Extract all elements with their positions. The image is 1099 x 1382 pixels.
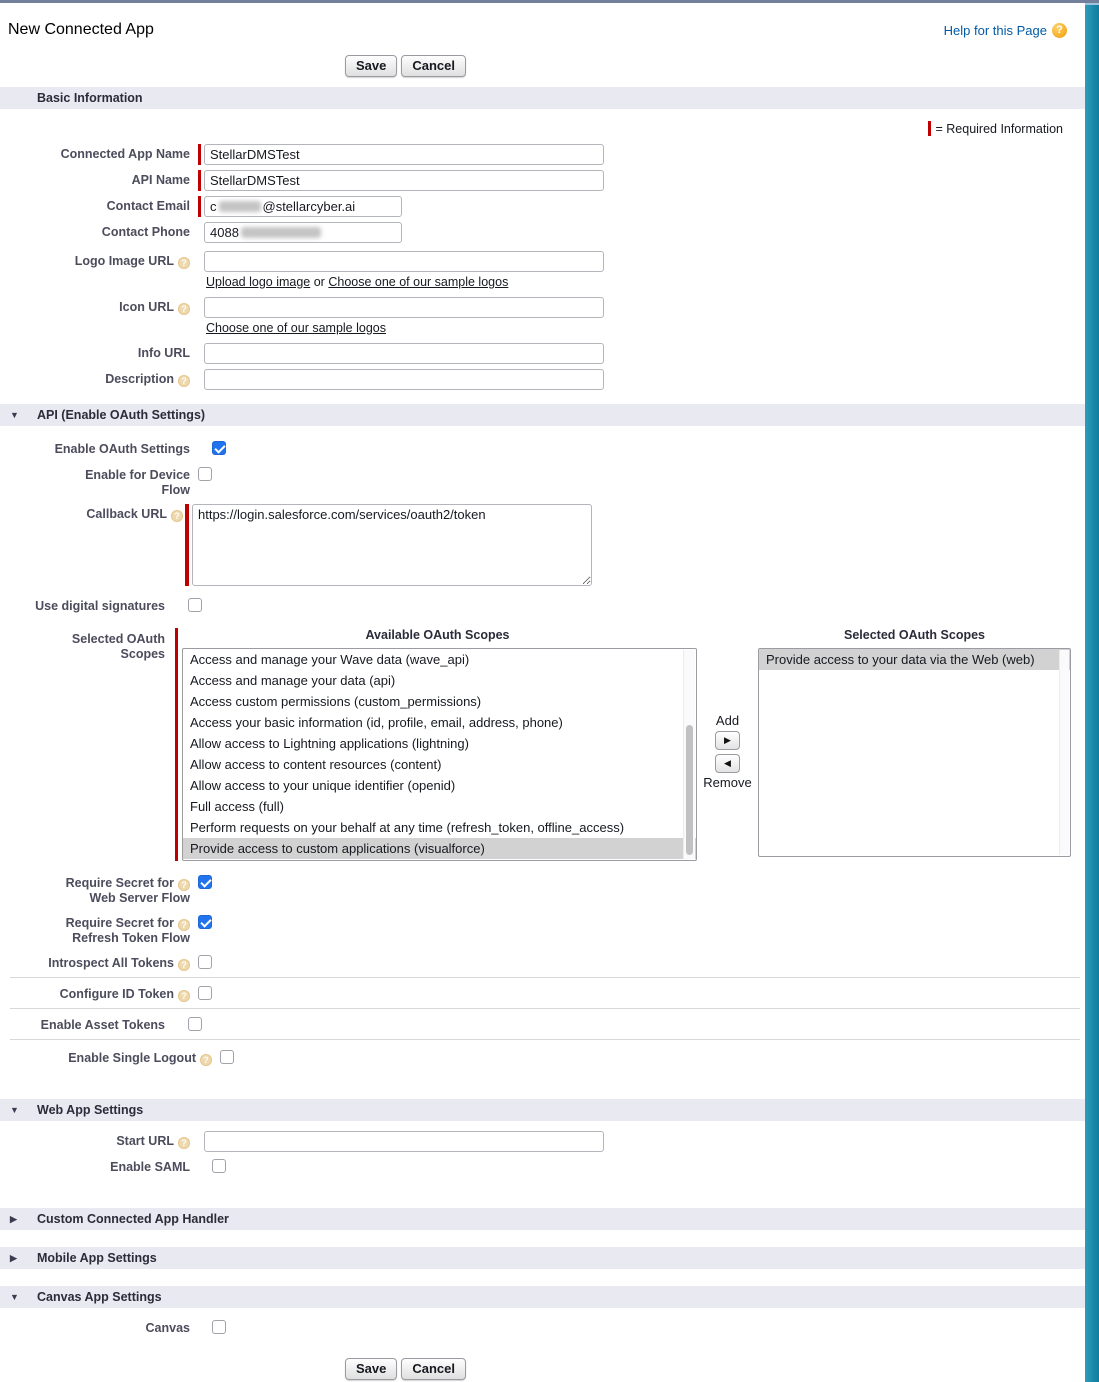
oauth-scope-option[interactable]: Full access (full) <box>190 799 284 814</box>
start-url-row <box>0 1131 1085 1152</box>
help-icon[interactable]: ? <box>178 303 190 315</box>
connected-app-name-row <box>0 144 1085 165</box>
asset-tokens-row <box>0 1015 1085 1033</box>
digital-signatures-label: Use digital signatures <box>35 599 165 613</box>
scrollbar[interactable] <box>1059 650 1069 855</box>
contact-phone-row <box>0 222 1085 243</box>
help-icon[interactable]: ? <box>178 257 190 269</box>
help-icon[interactable]: ? <box>178 1137 190 1149</box>
section-header-basic-information: Basic Information <box>0 87 1085 109</box>
section-header-api-oauth: ▼ API (Enable OAuth Settings) <box>0 404 1085 426</box>
contact-email-input[interactable]: c @stellarcyber.ai <box>204 196 402 217</box>
available-scopes-listbox[interactable] <box>182 648 697 861</box>
logo-links: Upload logo image or Choose one of our sample logos <box>206 275 509 289</box>
help-icon[interactable]: ? <box>200 1054 212 1066</box>
description-input[interactable] <box>204 369 604 390</box>
logo-image-url-row <box>0 251 1085 292</box>
required-bar <box>198 170 201 191</box>
configure-id-token-row <box>0 984 1085 1002</box>
add-label: Add <box>715 713 740 728</box>
choose-sample-logos-link[interactable]: Choose one of our sample logos <box>206 321 386 335</box>
collapse-arrow-icon[interactable]: ▼ <box>10 1292 19 1302</box>
collapse-arrow-icon[interactable]: ▼ <box>10 410 19 420</box>
single-logout-checkbox[interactable] <box>220 1050 234 1064</box>
divider <box>10 1008 1080 1009</box>
remove-label: Remove <box>703 775 752 790</box>
expand-arrow-icon[interactable]: ▶ <box>10 1252 17 1263</box>
callback-url-row <box>0 504 1085 586</box>
oauth-scope-option[interactable]: Allow access to Lightning applications (lightning) <box>190 736 469 751</box>
scrollbar-thumb[interactable] <box>686 725 693 855</box>
choose-sample-logos-link[interactable]: Choose one of our sample logos <box>328 275 509 289</box>
require-secret-refresh-label: Require Secret for ? Refresh Token Flow <box>65 916 190 945</box>
top-button-row <box>345 55 1085 77</box>
top-border-line <box>0 0 1099 3</box>
page-header <box>0 3 1085 39</box>
oauth-scope-option[interactable]: Provide access to custom applications (visualforce) <box>183 838 696 859</box>
section-header-custom-handler: ▶ Custom Connected App Handler <box>0 1208 1085 1230</box>
device-flow-checkbox[interactable] <box>198 467 212 481</box>
required-bar <box>185 504 189 586</box>
contact-phone-input[interactable]: 4088 <box>204 222 402 243</box>
section-header-web-app: ▼ Web App Settings <box>0 1099 1085 1121</box>
icon-url-row <box>0 297 1085 338</box>
start-url-label: Start URL ? <box>0 1131 190 1152</box>
save-button[interactable]: Save <box>345 1358 397 1380</box>
right-arrow-icon: ▶ <box>724 735 731 745</box>
divider <box>10 977 1080 978</box>
required-bar <box>198 144 201 165</box>
add-remove-column <box>697 628 758 861</box>
page-title: New Connected App <box>8 21 154 38</box>
introspect-tokens-checkbox[interactable] <box>198 955 212 969</box>
redacted-email-text <box>219 201 261 212</box>
enable-oauth-checkbox[interactable] <box>212 441 226 455</box>
help-icon[interactable]: ? <box>178 879 190 891</box>
add-scope-button[interactable] <box>715 731 740 750</box>
help-icon[interactable]: ? <box>178 919 190 931</box>
help-for-this-page-link[interactable] <box>944 23 1067 38</box>
configure-id-token-label: Configure ID Token ? <box>0 984 190 1002</box>
cancel-button[interactable]: Cancel <box>401 1358 466 1380</box>
oauth-scope-option[interactable]: Allow access to content resources (content) <box>190 757 442 772</box>
icon-links <box>206 321 604 335</box>
device-flow-row <box>0 465 1085 498</box>
asset-tokens-checkbox[interactable] <box>188 1017 202 1031</box>
save-button[interactable]: Save <box>345 55 397 77</box>
asset-tokens-label: Enable Asset Tokens <box>40 1018 165 1032</box>
help-icon[interactable]: ? <box>178 375 190 387</box>
single-logout-label: Enable Single Logout ? <box>0 1048 212 1066</box>
callback-url-textarea[interactable] <box>192 504 592 586</box>
require-secret-web-label: Require Secret for ? Web Server Flow <box>65 876 190 905</box>
info-url-input[interactable] <box>204 343 604 364</box>
description-label: Description ? <box>0 369 190 390</box>
enable-saml-label: Enable SAML <box>110 1160 190 1174</box>
contact-email-row <box>0 196 1085 217</box>
collapse-arrow-icon[interactable]: ▼ <box>10 1105 19 1115</box>
bottom-button-row <box>345 1358 1085 1380</box>
logo-image-url-input[interactable] <box>204 251 604 272</box>
section-header-canvas-app: ▼ Canvas App Settings <box>0 1286 1085 1308</box>
selected-scopes-header: Selected OAuth Scopes <box>843 628 985 642</box>
configure-id-token-checkbox[interactable] <box>198 986 212 1000</box>
help-link-label: Help for this Page <box>943 22 1047 38</box>
selected-scopes-column <box>758 628 1071 861</box>
required-info-legend: = Required Information <box>0 121 1063 136</box>
remove-scope-button[interactable] <box>715 754 740 773</box>
enable-saml-checkbox[interactable] <box>212 1159 226 1173</box>
icon-url-input[interactable] <box>204 297 604 318</box>
api-name-label: API Name <box>131 173 190 187</box>
require-secret-refresh-checkbox[interactable] <box>198 915 212 929</box>
main-content <box>0 3 1085 1380</box>
logo-image-url-label: Logo Image URL ? <box>0 251 190 292</box>
redacted-phone-text <box>241 227 321 238</box>
device-flow-label: Enable for Device Flow <box>85 468 190 497</box>
help-icon[interactable]: ? <box>178 959 190 971</box>
single-logout-row <box>0 1048 1085 1066</box>
oauth-scope-option[interactable]: Access and manage your Wave data (wave_api) <box>190 652 470 667</box>
available-scopes-column <box>178 628 697 861</box>
available-scopes-header: Available OAuth Scopes <box>365 628 510 642</box>
require-secret-web-row <box>0 873 1085 906</box>
api-name-input[interactable] <box>204 170 604 191</box>
required-bar <box>928 121 931 136</box>
selected-scopes-listbox[interactable] <box>758 648 1071 857</box>
digital-signatures-checkbox[interactable] <box>188 598 202 612</box>
oauth-scope-option[interactable]: Access your basic information (id, profile, email, address, phone) <box>190 715 563 730</box>
enable-oauth-label: Enable OAuth Settings <box>54 442 190 456</box>
enable-oauth-row <box>0 439 1085 457</box>
divider <box>10 1039 1080 1040</box>
oauth-scopes-area <box>0 628 1085 861</box>
connected-app-name-label: Connected App Name <box>60 147 190 161</box>
enable-saml-row <box>0 1157 1085 1175</box>
help-icon[interactable]: ? <box>171 510 183 522</box>
expand-arrow-icon[interactable]: ▶ <box>10 1213 17 1224</box>
contact-email-label: Contact Email <box>106 199 190 213</box>
start-url-input[interactable] <box>204 1131 604 1152</box>
require-secret-web-checkbox[interactable] <box>198 875 212 889</box>
right-edge-bar <box>1085 0 1099 1382</box>
section-header-mobile-app: ▶ Mobile App Settings <box>0 1247 1085 1269</box>
help-question-icon[interactable]: ? <box>1052 23 1067 38</box>
required-bar <box>198 196 201 217</box>
digital-signatures-row <box>0 596 1085 614</box>
canvas-checkbox[interactable] <box>212 1320 226 1334</box>
callback-url-label: Callback URL ? <box>0 504 183 586</box>
info-url-label: Info URL <box>137 346 190 360</box>
oauth-scope-option[interactable]: Access and manage your data (api) <box>190 673 396 688</box>
api-name-row <box>0 170 1085 191</box>
oauth-scope-option[interactable]: Allow access to your unique identifier (openid) <box>190 778 456 793</box>
info-url-row <box>0 343 1085 364</box>
oauth-scope-option[interactable]: Perform requests on your behalf at any time (refresh_token, offline_access) <box>190 820 625 835</box>
oauth-scope-option[interactable]: Access custom permissions (custom_permissions) <box>190 694 482 709</box>
introspect-tokens-label: Introspect All Tokens ? <box>0 953 190 971</box>
scrollbar[interactable] <box>683 650 695 859</box>
require-secret-refresh-row <box>0 913 1085 946</box>
connected-app-name-input[interactable] <box>204 144 604 165</box>
canvas-row <box>0 1318 1085 1336</box>
left-arrow-icon: ◀ <box>724 758 731 768</box>
canvas-label: Canvas <box>145 1321 190 1335</box>
icon-url-label: Icon URL ? <box>0 297 190 338</box>
description-row <box>0 369 1085 390</box>
contact-phone-label: Contact Phone <box>101 225 190 239</box>
selected-oauth-scopes-label: Selected OAuth Scopes <box>71 632 165 661</box>
introspect-tokens-row <box>0 953 1085 971</box>
upload-logo-image-link[interactable]: Upload logo image <box>206 275 311 289</box>
help-icon[interactable]: ? <box>178 990 190 1002</box>
oauth-scope-option[interactable]: Provide access to your data via the Web (web) <box>759 649 1070 670</box>
cancel-button[interactable]: Cancel <box>401 55 466 77</box>
